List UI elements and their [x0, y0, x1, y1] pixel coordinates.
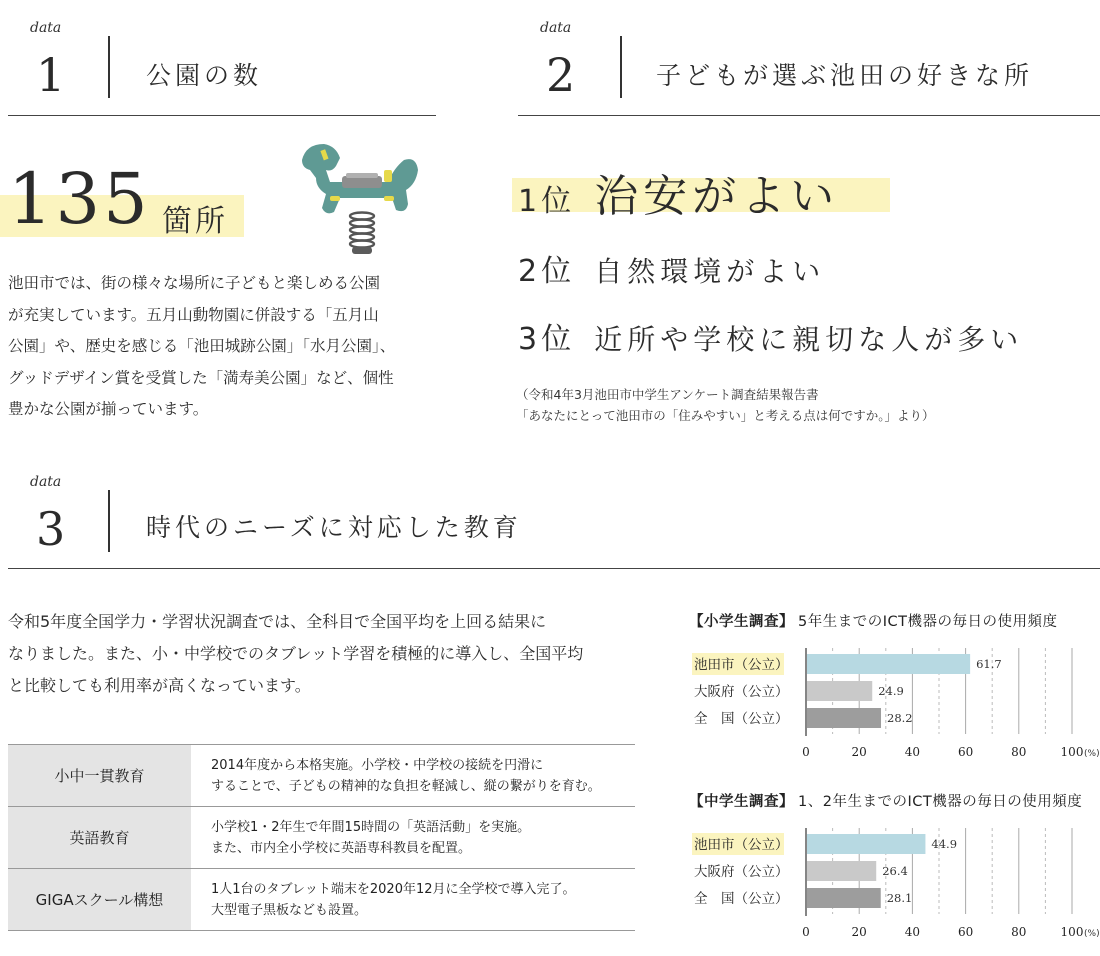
- unit-label: (%): [1084, 929, 1100, 939]
- bar: [807, 888, 881, 908]
- section-title-favorites: 子どもが選ぶ池田の好きな所: [656, 61, 1034, 90]
- table-value: 2014年度から本格実施。小学校・中学校の接続を円滑に することで、子どもの精神的な負担を軽減し、縦の繋がりを育む。: [191, 745, 635, 807]
- data-tag-2: data: [540, 20, 572, 36]
- table-key: 英語教育: [8, 807, 191, 869]
- bar: [807, 861, 876, 881]
- tick-label: 0: [802, 745, 810, 759]
- section-rule: [518, 115, 1100, 116]
- data-label: 24.9: [878, 684, 904, 698]
- divider-bar: [108, 490, 110, 552]
- bar: [807, 708, 881, 728]
- tick-label: 20: [851, 745, 867, 759]
- divider-bar: [620, 36, 622, 98]
- tick-label: 0: [802, 925, 810, 939]
- data-label: 28.1: [886, 891, 913, 905]
- section-number-2: 2: [546, 48, 576, 102]
- category-label: 全 国（公立）: [694, 711, 789, 727]
- section-rule: [8, 568, 1100, 569]
- education-description: 令和5年度全国学力・学習状況調査では、全科目で全国平均を上回る結果に なりました。また、小・中学校でのタブレット学習を積極的に導入し、全国平均 と比較しても利用率が高くなっています。: [8, 612, 584, 695]
- table-row: [8, 745, 635, 807]
- category-label: 大阪府（公立）: [694, 864, 789, 880]
- data-label: 44.9: [931, 837, 958, 851]
- bar: [807, 834, 925, 854]
- data-tag-3: data: [30, 474, 62, 490]
- tick-label: 40: [904, 745, 921, 759]
- table-value: 1人1台のタブレット端末を2020年12月に全学校で導入完了。 大型電子黒板なども設置。: [191, 869, 635, 931]
- data-tag-1: data: [30, 20, 62, 36]
- data-label: 61.7: [976, 657, 1002, 671]
- tick-label: 100: [1060, 925, 1084, 939]
- unit-label: (%): [1084, 749, 1100, 759]
- table-row: [8, 869, 635, 931]
- bar: [807, 681, 872, 701]
- rank-text: 治安がよい: [594, 171, 840, 222]
- table-value: 小学校1・2年生で年間15時間の「英語活動」を実施。 また、市内全小学校に英語専科教員を配置。: [191, 807, 635, 869]
- rank-text: 自然環境がよい: [594, 255, 826, 288]
- data-label: 26.4: [882, 864, 908, 878]
- rank-position: 1位: [518, 184, 576, 219]
- tick-label: 60: [957, 925, 974, 939]
- rank-text: 近所や学校に親切な人が多い: [594, 323, 1024, 356]
- rank-1: [518, 160, 839, 224]
- data-label: 28.2: [887, 711, 913, 725]
- table-key: 小中一貫教育: [8, 745, 191, 807]
- tick-label: 40: [904, 925, 921, 939]
- parks-description: 池田市では、街の様々な場所に子どもと楽しめる公園 が充実しています。五月山動物園に併設する「五月山 公園」や、歴史を感じる「池田城跡公園」「水月公園」、 グッドデザイン賞を受賞した「満寿美公園」など、個性 豊かな公園が揃っています。: [8, 274, 396, 418]
- rank-position: 2位: [518, 254, 576, 289]
- category-label: 池田市（公立）: [694, 837, 789, 853]
- elementary-ict-chart: [680, 638, 1100, 768]
- category-label: 大阪府（公立）: [694, 684, 789, 700]
- spring-rider-horse-icon: [296, 138, 426, 260]
- section-rule: [8, 115, 436, 116]
- park-count-unit: 箇所: [162, 204, 228, 239]
- bar: [807, 654, 970, 674]
- divider-bar: [108, 36, 110, 98]
- chart-title-elementary: 【小学生調査】 5年生までのICT機器の毎日の使用頻度: [689, 614, 1058, 630]
- park-count: 135: [8, 158, 151, 240]
- tick-label: 80: [1011, 745, 1027, 759]
- tick-label: 80: [1011, 925, 1027, 939]
- chart-title-junior-high: 【中学生調査】 1、2年生までのICT機器の毎日の使用頻度: [689, 794, 1083, 810]
- category-label: 全 国（公立）: [694, 891, 789, 907]
- rank-3: [518, 314, 1023, 358]
- rank-position: 3位: [518, 322, 576, 357]
- table-key: GIGAスクール構想: [8, 869, 191, 931]
- table-row: [8, 807, 635, 869]
- junior-high-ict-chart: [680, 818, 1100, 948]
- category-label: 池田市（公立）: [694, 657, 789, 673]
- section-title-education: 時代のニーズに対応した教育: [146, 513, 522, 542]
- education-table: [8, 744, 635, 931]
- tick-label: 60: [957, 745, 974, 759]
- section-number-1: 1: [36, 48, 66, 102]
- section-title-parks: 公園の数: [146, 61, 263, 90]
- rank-2: [518, 246, 825, 290]
- tick-label: 100: [1060, 745, 1084, 759]
- tick-label: 20: [851, 925, 867, 939]
- survey-source-note: （令和4年3月池田市中学生アンケート調査結果報告書 「あなたにとって池田市の「住みやすい」と考える点は何ですか。」より）: [516, 387, 935, 423]
- section-number-3: 3: [36, 502, 66, 556]
